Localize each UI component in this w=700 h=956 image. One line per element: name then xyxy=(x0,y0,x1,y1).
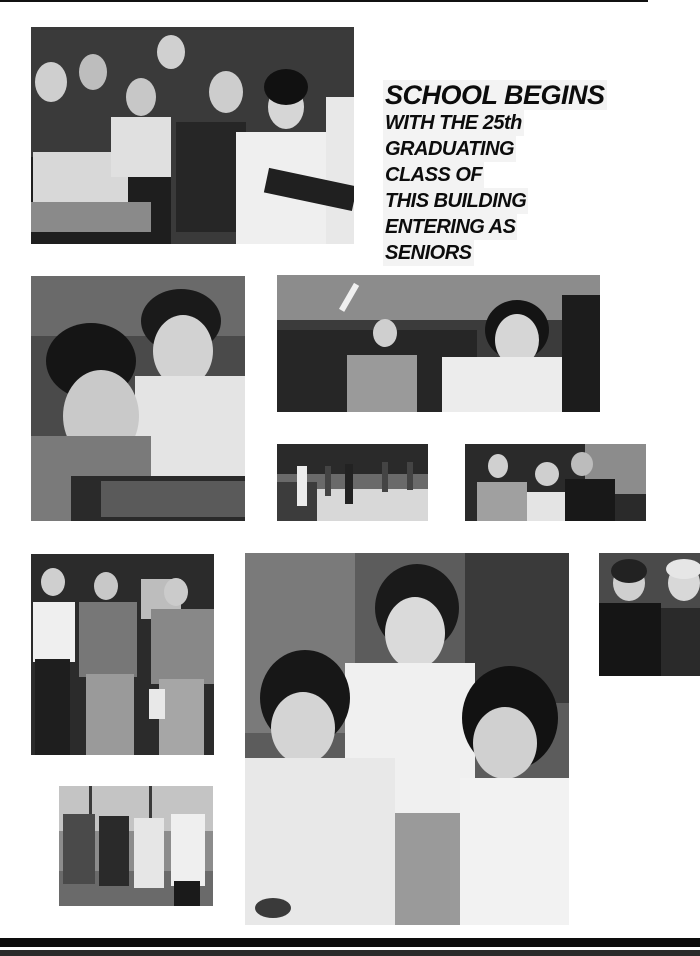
headline xyxy=(383,80,643,266)
bottom-border-bar xyxy=(0,938,700,947)
photo-adults-at-event xyxy=(465,444,646,521)
photo-boys-leather-jackets xyxy=(599,553,700,676)
headline-line-6: ENTERING AS xyxy=(385,216,516,238)
headline-line-7: SENIORS xyxy=(385,242,472,264)
top-rule xyxy=(0,0,648,2)
photo-two-girls-smiling xyxy=(31,276,245,521)
headline-line-2: WITH THE 25th xyxy=(385,112,522,134)
headline-line-3: GRADUATING xyxy=(385,138,515,160)
photo-three-boys-hallway xyxy=(31,554,214,755)
photo-outdoor-walkway xyxy=(277,444,428,521)
photo-three-girls-posing xyxy=(245,553,569,925)
bottom-border-bar-lower xyxy=(0,950,700,956)
photo-hallway-crowd xyxy=(277,275,600,412)
headline-line-1: SCHOOL BEGINS xyxy=(385,80,605,110)
photo-students-book-pickup xyxy=(31,27,354,244)
headline-line-4: CLASS OF xyxy=(385,164,483,186)
headline-line-5: THIS BUILDING xyxy=(385,190,527,212)
photo-four-boys-outdoors xyxy=(59,786,213,906)
